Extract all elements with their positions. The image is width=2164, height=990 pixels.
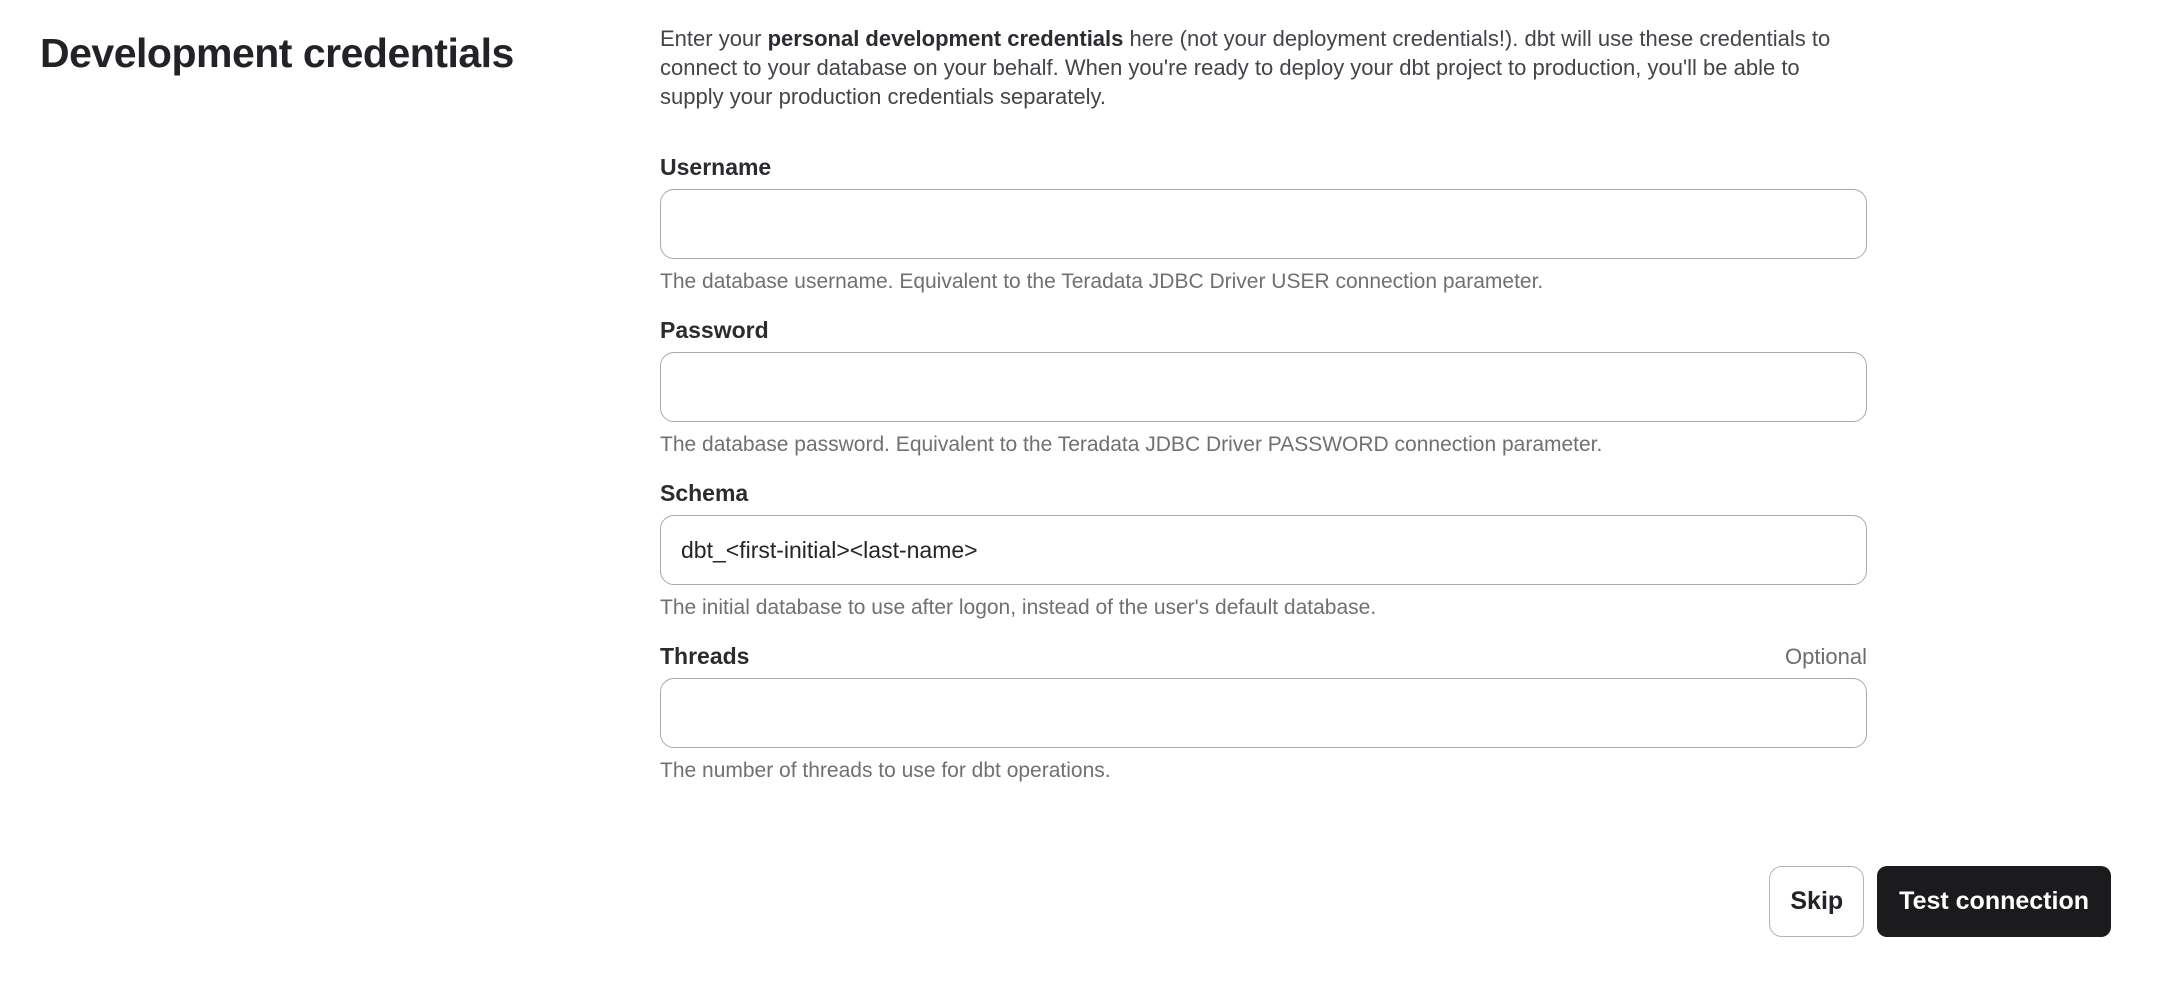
intro-pre: Enter your bbox=[660, 26, 768, 51]
schema-input[interactable] bbox=[660, 515, 1867, 585]
threads-label-row bbox=[660, 642, 1867, 670]
password-field-group bbox=[660, 316, 1867, 457]
optional-badge: Optional bbox=[1785, 644, 1867, 669]
intro-post: here (not your deployment credentials!). dbt will use these credentials to connect to your database on your behalf. When you're ready to deploy your dbt project to production, you'll be able to supply your production credentials separately. bbox=[660, 26, 1831, 109]
username-label: Username bbox=[660, 154, 772, 180]
username-help-text: The database username. Equivalent to the Teradata JDBC Driver USER connection parameter. bbox=[660, 270, 1544, 293]
credentials-form bbox=[660, 24, 1867, 805]
intro-text bbox=[660, 24, 1867, 111]
page-title: Development credentials bbox=[40, 30, 514, 76]
intro-bold: personal development credentials bbox=[767, 26, 1124, 51]
password-input[interactable] bbox=[660, 352, 1867, 422]
threads-input[interactable] bbox=[660, 678, 1867, 748]
schema-label-row bbox=[660, 479, 1867, 507]
skip-button[interactable]: Skip bbox=[1769, 866, 1864, 937]
threads-field-group bbox=[660, 642, 1867, 783]
password-label: Password bbox=[660, 317, 769, 343]
schema-help-text: The initial database to use after logon, instead of the user's default database. bbox=[660, 596, 1377, 619]
form-actions bbox=[1769, 866, 2111, 937]
threads-help-text: The number of threads to use for dbt operations. bbox=[660, 759, 1111, 782]
username-label-row bbox=[660, 153, 1867, 181]
password-help-text: The database password. Equivalent to the Teradata JDBC Driver PASSWORD connection parameter. bbox=[660, 433, 1603, 456]
username-input[interactable] bbox=[660, 189, 1867, 259]
password-label-row bbox=[660, 316, 1867, 344]
username-field-group bbox=[660, 153, 1867, 294]
test-connection-button[interactable]: Test connection bbox=[1877, 866, 2111, 937]
schema-label: Schema bbox=[660, 480, 749, 506]
schema-field-group bbox=[660, 479, 1867, 620]
threads-label: Threads bbox=[660, 643, 750, 669]
